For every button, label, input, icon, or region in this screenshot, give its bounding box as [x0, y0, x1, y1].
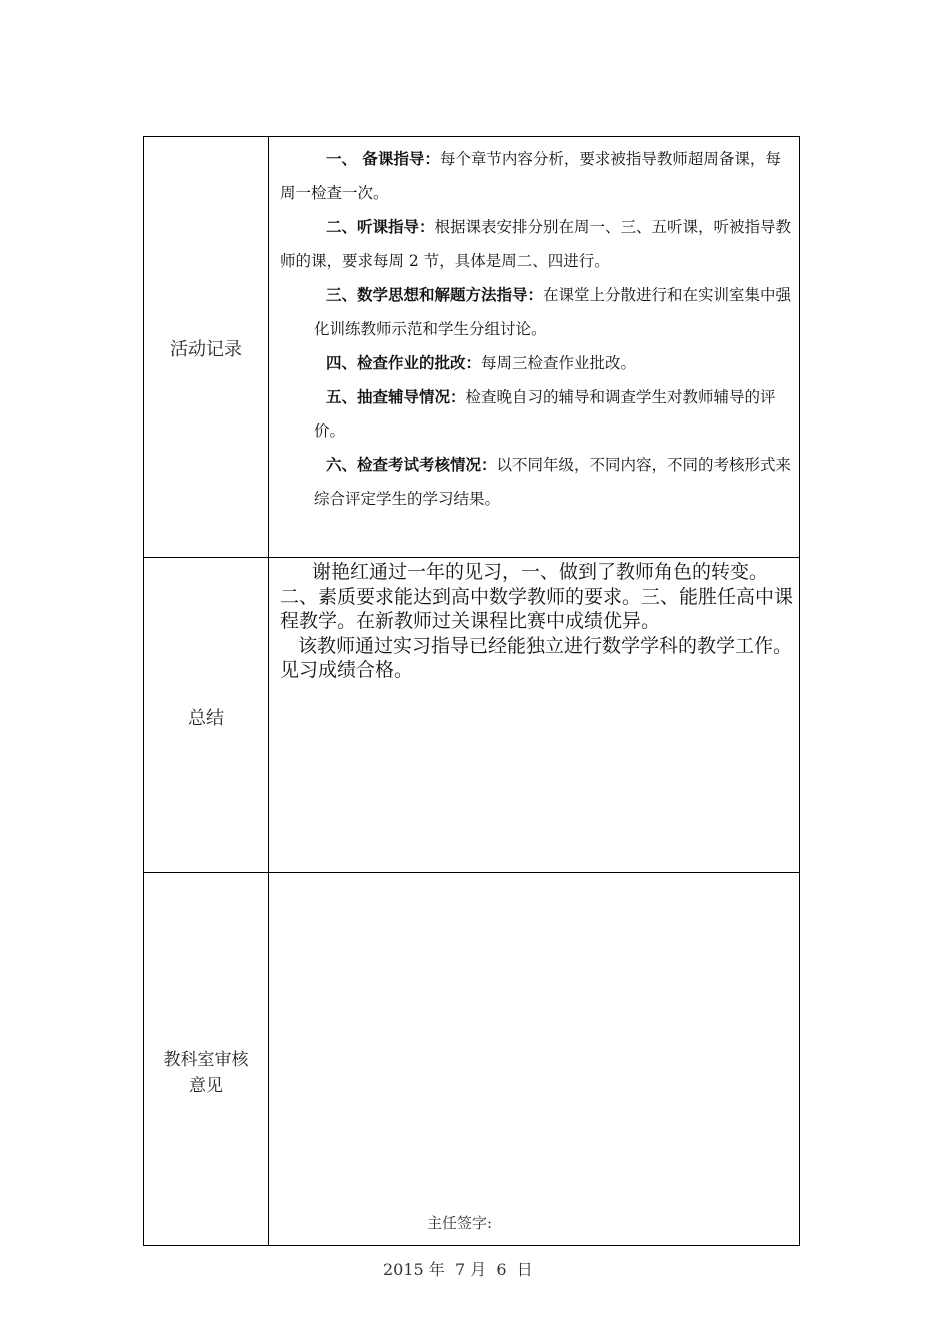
activity-item-5-text: 检查晚自习的辅导和调查学生对教师辅导的评价。	[314, 388, 776, 440]
review-label-line-2: 意见	[189, 1076, 223, 1096]
summary-paragraph-1: 谢艳红通过一年的见习，一、做到了教师角色的转变。二、素质要求能达到高中数学教师的要求。三、能胜任高中课程教学。在新教师过关课程比赛中成绩优异。	[280, 561, 794, 632]
activity-item-4	[280, 346, 794, 380]
activity-item-6-title: 六、检查考试考核情况：	[326, 456, 497, 474]
activity-record-content	[280, 142, 794, 516]
activity-item-4-text: 每周三检查作业批改。	[481, 354, 637, 372]
activity-item-4-title: 四、检查作业的批改：	[326, 354, 482, 372]
activity-item-5	[280, 380, 794, 448]
column-divider	[268, 137, 269, 1245]
review-label-line-1: 教科室审核	[163, 1050, 249, 1070]
row-divider-2	[144, 872, 799, 873]
activity-item-3	[280, 278, 794, 346]
activity-item-1-text: 每个章节内容分析，要求被指导教师超周备课，每周一检查一次。	[280, 150, 781, 202]
activity-record-label: 活动记录	[170, 339, 242, 360]
record-table	[143, 136, 800, 1279]
activity-item-3-title: 三、数学思想和解题方法指导：	[326, 286, 544, 304]
activity-item-3-text: 在课堂上分散进行和在实训室集中强化训练教师示范和学生分组讨论。	[314, 286, 792, 338]
summary-label: 总结	[188, 708, 224, 729]
row-divider-1	[144, 557, 799, 558]
summary-content	[280, 560, 796, 683]
summary-paragraph-2: 该教师通过实习指导已经能独立进行数学学科的教学工作。见习成绩合格。	[280, 634, 793, 681]
activity-item-6-text: 以不同年级，不同内容，不同的考核形式来综合评定学生的学习结果。	[314, 456, 792, 508]
activity-item-1-title: 一、 备课指导：	[326, 150, 440, 168]
activity-item-2	[280, 210, 794, 278]
review-date: 2015 年 7 月 6 日	[383, 1260, 533, 1279]
activity-item-1	[280, 142, 794, 210]
director-signature-label: 主任签字:	[427, 1214, 493, 1232]
activity-item-6	[280, 448, 794, 516]
activity-item-2-text: 根据课表安排分别在周一、三、五听课，听被指导教师的课，要求每周 2 节，具体是周二、四进行。	[280, 218, 792, 270]
review-label	[144, 1047, 268, 1099]
activity-item-5-title: 五、抽查辅导情况：	[326, 388, 466, 406]
activity-item-2-title: 二、听课指导：	[326, 218, 435, 236]
